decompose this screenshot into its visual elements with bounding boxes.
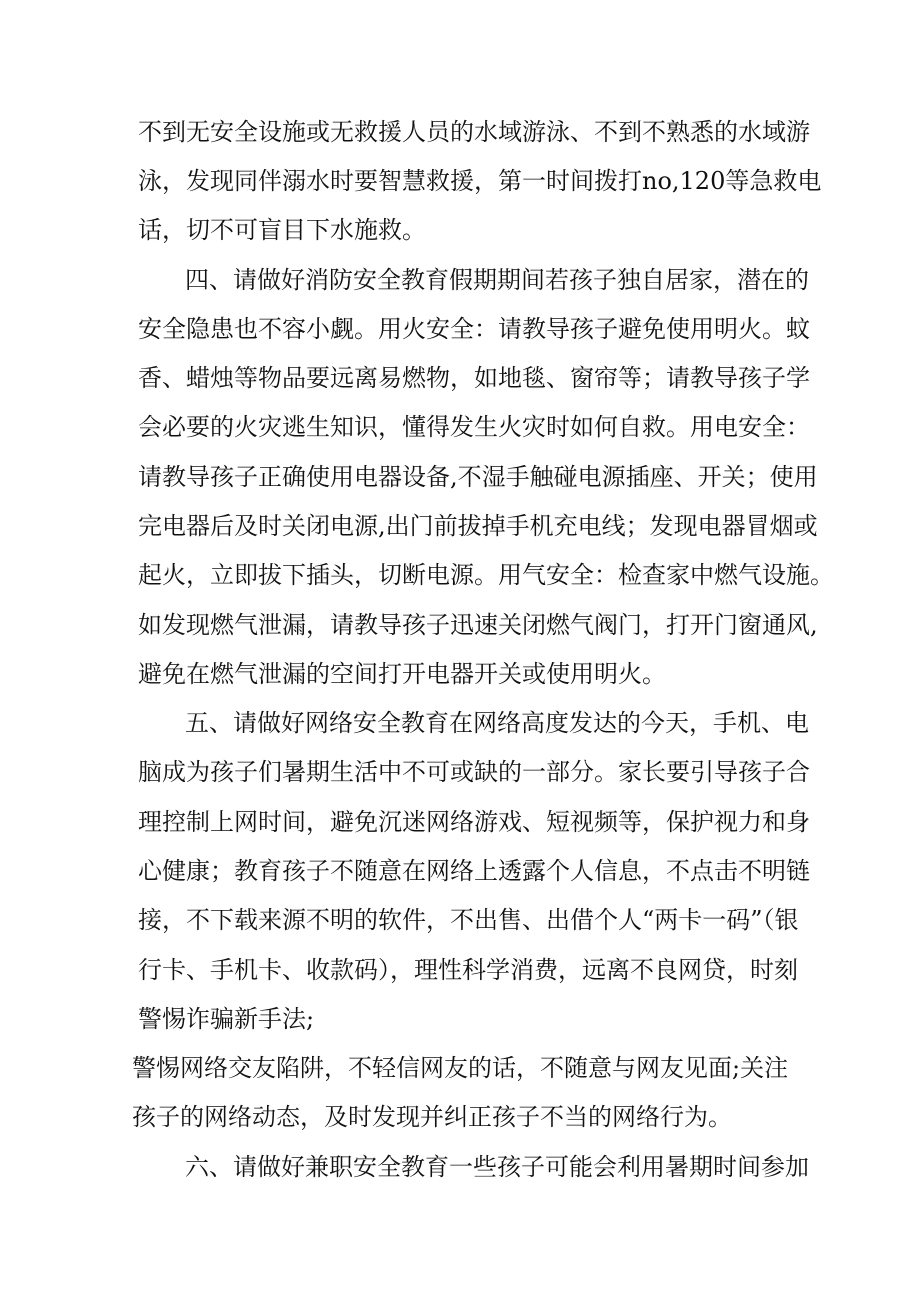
- text-line-3: 话，切不可盲目下水施救。: [138, 216, 426, 244]
- text-line-5: 安全隐患也不容小觑。用火安全：请教导孩子避免使用明火。蚊: [138, 315, 810, 343]
- text-line-6: 香、蜡烛等物品要远离易燃物，如地毯、窗帘等；请教导孩子学: [138, 364, 810, 392]
- text-line-10: 起火，立即拔下插头，切断电源。用气安全：检查家中燃气设施。: [138, 561, 834, 589]
- text-line-11: 如发现燃气泄漏，请教导孩子迅速关闭燃气阀门，打开门窗通风,: [138, 611, 818, 639]
- text-line-14: 脑成为孩子们暑期生活中不可或缺的一部分。家长要引导孩子合: [138, 758, 810, 786]
- text-line-9: 完电器后及时关闭电源,出门前拔掉手机充电线；发现电器冒烟或: [138, 512, 818, 540]
- text-line-7: 会必要的火灾逃生知识，懂得发生火灾时如何自救。用电安全：: [138, 413, 810, 441]
- text-line-12: 避免在燃气泄漏的空间打开电器开关或使用明火。: [138, 660, 666, 688]
- section-4-heading-line: 四、请做好消防安全教育假期期间若孩子独自居家，潜在的: [185, 266, 809, 294]
- text-line-19: 警惕诈骗新手法;: [138, 1005, 315, 1033]
- text-line-2: 泳，发现同伴溺水时要智慧救援，第一时间拨打no,120等急救电: [138, 167, 822, 195]
- text-line-1: 不到无安全设施或无救援人员的水域游泳、不到不熟悉的水域游: [138, 118, 810, 146]
- text-line-21: 孩子的网络动态，及时发现并纠正孩子不当的网络行为。: [132, 1103, 732, 1131]
- text-line-17: 接，不下载来源不明的软件，不出售、出借个人“两卡一码”（银: [138, 906, 799, 934]
- text-line-18: 行卡、手机卡、收款码），理性科学消费，远离不良网贷，时刻: [138, 956, 798, 984]
- text-line-15: 理控制上网时间，避免沉迷网络游戏、短视频等，保护视力和身: [138, 808, 810, 836]
- section-5-heading-line: 五、请做好网络安全教育在网络高度发达的今天，手机、电: [185, 709, 809, 737]
- section-6-heading-line: 六、请做好兼职安全教育一些孩子可能会利用暑期时间参加: [185, 1153, 809, 1181]
- text-line-16: 心健康；教育孩子不随意在网络上透露个人信息，不点击不明链: [138, 857, 810, 885]
- text-line-20: 警惕网络交友陷阱，不轻信网友的话，不随意与网友见面;关注: [132, 1054, 789, 1082]
- text-line-8: 请教导孩子正确使用电器设备,不湿手触碰电源插座、开关；使用: [138, 463, 818, 491]
